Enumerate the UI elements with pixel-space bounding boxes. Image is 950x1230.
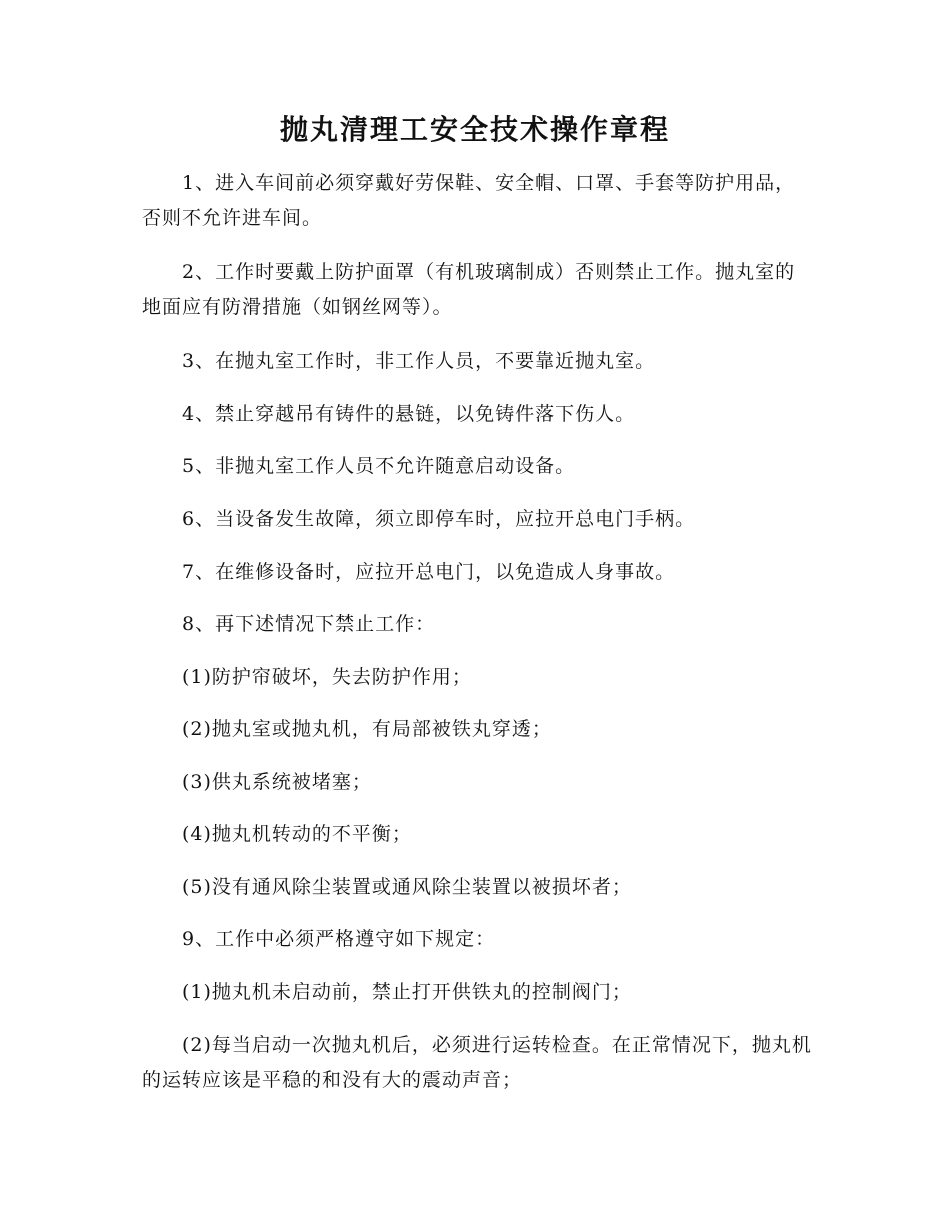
list-item-8-3: (3)供丸系统被堵塞； xyxy=(182,771,372,793)
list-item-8-2: (2)抛丸室或抛丸机，有局部被铁丸穿透； xyxy=(182,718,552,740)
paragraph-8: 8、再下述情况下禁止工作： xyxy=(182,613,436,635)
paragraph-5: 5、非抛丸室工作人员不允许随意启动设备。 xyxy=(182,455,576,477)
paragraph-6: 6、当设备发生故障，须立即停车时，应拉开总电门手柄。 xyxy=(182,508,696,530)
list-item-8-4: (4)抛丸机转动的不平衡； xyxy=(182,823,412,845)
list-item-8-1: (1)防护帘破坏，失去防护作用； xyxy=(182,666,472,688)
paragraph-2: 2、工作时要戴上防护面罩（有机玻璃制成）否则禁止工作。抛丸室的地面应有防滑措施（如钢丝网等）。 xyxy=(142,261,796,318)
paragraph-9: 9、工作中必须严格遵守如下规定： xyxy=(182,928,496,950)
paragraph-7: 7、在维修设备时，应拉开总电门，以免造成人身事故。 xyxy=(182,561,676,583)
document-title: 抛丸清理工安全技术操作章程 xyxy=(279,113,670,146)
paragraph-1: 1、进入车间前必须穿戴好劳保鞋、安全帽、口罩、手套等防护用品，否则不允许进车间。 xyxy=(142,172,796,229)
list-item-8-5: (5)没有通风除尘装置或通风除尘装置以被损坏者； xyxy=(182,876,632,898)
paragraph-4: 4、禁止穿越吊有铸件的悬链，以免铸件落下伤人。 xyxy=(182,403,636,425)
list-item-9-1: (1)抛丸机未启动前，禁止打开供铁丸的控制阀门； xyxy=(182,981,632,1003)
paragraph-3: 3、在抛丸室工作时，非工作人员，不要靠近抛丸室。 xyxy=(182,350,656,372)
list-item-9-2: (2)每当启动一次抛丸机后，必须进行运转检查。在正常情况下，抛丸机的运转应该是平稳的和没有大的震动声音； xyxy=(142,1034,812,1091)
